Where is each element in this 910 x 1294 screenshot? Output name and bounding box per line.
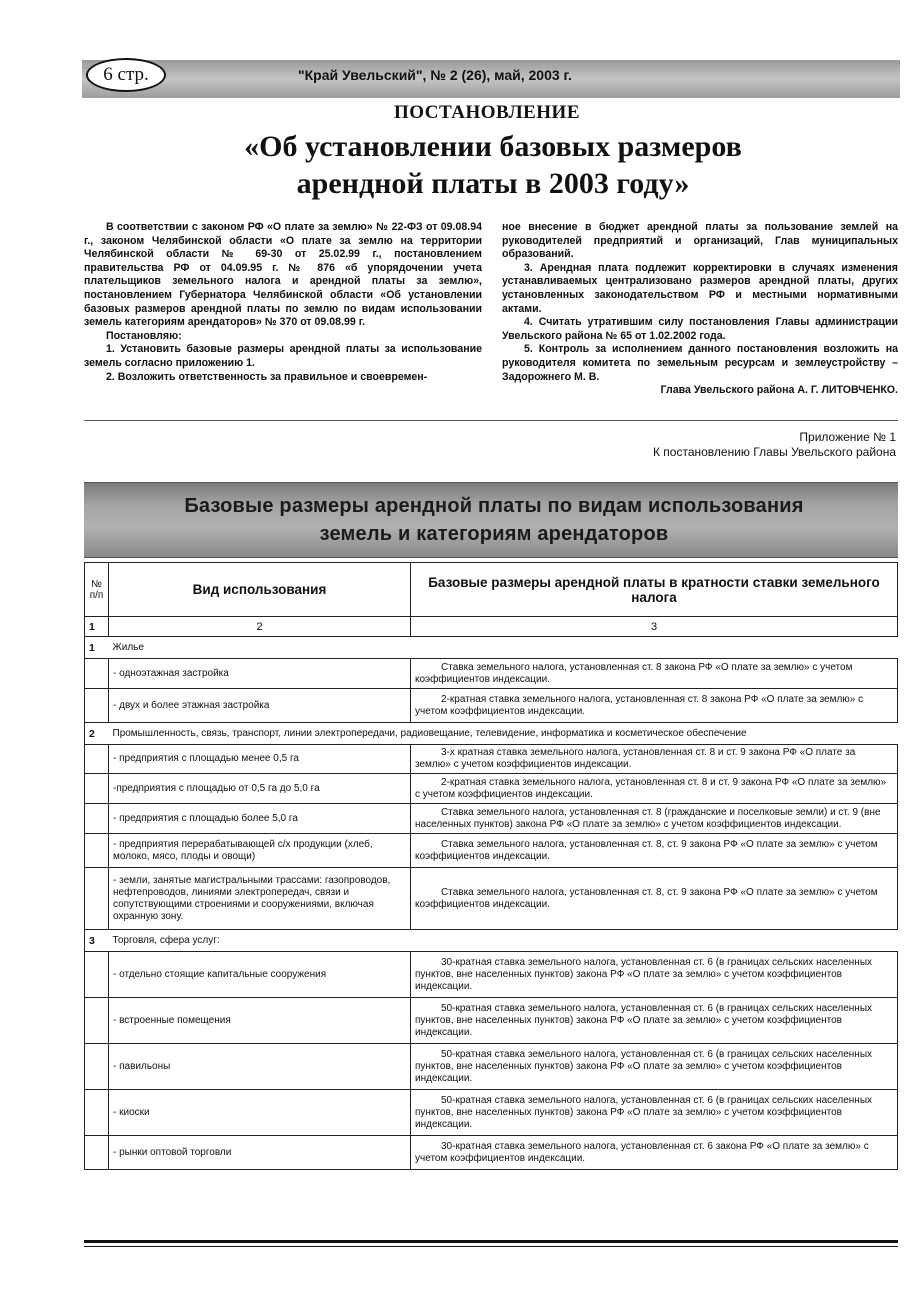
use-cell: - рынки оптовой торговли bbox=[109, 1136, 411, 1170]
appendix-line-1: Приложение № 1 bbox=[799, 430, 896, 444]
table-row bbox=[85, 659, 898, 689]
section-row bbox=[85, 723, 898, 745]
separator bbox=[84, 420, 898, 421]
signature: Глава Увельского района А. Г. ЛИТОВЧЕНКО. bbox=[660, 384, 898, 397]
table-row bbox=[85, 804, 898, 834]
table-row bbox=[85, 774, 898, 804]
col-header-use: Вид использования bbox=[109, 563, 411, 617]
table-row bbox=[85, 1136, 898, 1170]
row-number-cell bbox=[85, 689, 109, 723]
paragraph: В соответствии с законом РФ «О плате за землю» № 22-ФЗ от 09.08.94 г., законом Челябинской области «О плате за землю на территории Челябинской области № 69-30 от 25.02.99 г., постановлением правительства РФ от 04.09.95 г. № 876 «б упорядочении учета плательщиков земельного налога и арендной платы за землю», постановлением Губернатора Челябинской области «Об установлении базовых размеров арендной платы по землю по видам использовании земель категориям арендаторов» № 370 от 09.08.99 г. bbox=[84, 221, 482, 329]
page-number: 6 стр. bbox=[86, 58, 166, 92]
use-cell: - одноэтажная застройка bbox=[109, 659, 411, 689]
use-cell: -предприятия с площадью от 0,5 га до 5,0 га bbox=[109, 774, 411, 804]
use-cell: - двух и более этажная застройка bbox=[109, 689, 411, 723]
rate-cell: Ставка земельного налога, установленная ст. 8 (гражданские и поселковые земли) и ст. 9 (вне населенных пунктов) закона РФ «О плате за землю» с учетом коэффициентов индексации. bbox=[411, 804, 898, 834]
table-row bbox=[85, 952, 898, 998]
table-row bbox=[85, 745, 898, 774]
use-cell: - отдельно стоящие капитальные сооружения bbox=[109, 952, 411, 998]
col-number: 2 bbox=[109, 617, 411, 637]
paragraph: ное внесение в бюджет арендной платы за пользование землей на руководителей предприятий и организаций, Глав муниципальных образований. bbox=[502, 221, 898, 261]
row-number-cell bbox=[85, 745, 109, 774]
paragraph: 1. Установить базовые размеры арендной платы за использование земель согласно приложению 1. bbox=[84, 343, 482, 369]
bottom-rule bbox=[84, 1240, 898, 1243]
table-row bbox=[85, 1044, 898, 1090]
row-number-cell bbox=[85, 998, 109, 1044]
rate-cell: 30-кратная ставка земельного налога, установленная ст. 6 закона РФ «О плате за землю» с учетом коэффициентов индексации. bbox=[411, 1136, 898, 1170]
use-cell: - встроенные помещения bbox=[109, 998, 411, 1044]
row-number-cell bbox=[85, 834, 109, 868]
table-row bbox=[85, 1090, 898, 1136]
table-title-line-2: земель и категориям арендаторов bbox=[319, 523, 669, 545]
col-header-num: № п/п bbox=[85, 563, 109, 617]
rate-cell: 2-кратная ставка земельного налога, установленная ст. 8 и ст. 9 закона РФ «О плате за землю» с учетом коэффициентов индексации. bbox=[411, 774, 898, 804]
section-title: Жилье bbox=[109, 637, 898, 659]
use-cell: - предприятия с площадью менее 0,5 га bbox=[109, 745, 411, 774]
rate-cell: Ставка земельного налога, установленная ст. 8 закона РФ «О плате за землю» с учетом коэффициентов индексации. bbox=[411, 659, 898, 689]
rate-cell: 30-кратная ставка земельного налога, установленная ст. 6 (в границах сельских населенных пунктов, вне населенных пунктов) закона РФ «О плате за землю» с учетом коэффициентов индексации. bbox=[411, 952, 898, 998]
paragraph: 5. Контроль за исполнением данного постановления возложить на руководителя комитета по земельным ресурсам и землеустройству – Задорожнего М. В. bbox=[502, 343, 898, 383]
table-body bbox=[85, 637, 898, 1170]
section-number: 3 bbox=[85, 930, 109, 952]
paragraph: 4. Считать утратившим силу постановления Главы администрации Увельского района № 65 от 1.02.2002 года. bbox=[502, 316, 898, 342]
row-number-cell bbox=[85, 1044, 109, 1090]
col-number: 1 bbox=[85, 617, 109, 637]
rate-cell: 50-кратная ставка земельного налога, установленная ст. 6 (в границах сельских населенных пунктов, вне населенных пунктов) закона РФ «О плате за землю» с учетом коэффициентов индексации. bbox=[411, 1044, 898, 1090]
row-number-cell bbox=[85, 1090, 109, 1136]
row-number-cell bbox=[85, 659, 109, 689]
bottom-rule bbox=[84, 1246, 898, 1247]
table-title-line-1: Базовые размеры арендной платы по видам использования bbox=[184, 495, 804, 517]
row-number-cell bbox=[85, 804, 109, 834]
section-number: 1 bbox=[85, 637, 109, 659]
appendix-line-2: К постановлению Главы Увельского района bbox=[652, 445, 896, 459]
row-number-cell bbox=[85, 1136, 109, 1170]
section-number: 2 bbox=[85, 723, 109, 745]
use-cell: - киоски bbox=[109, 1090, 411, 1136]
use-cell: - предприятия с площадью более 5,0 га bbox=[109, 804, 411, 834]
appendix-note bbox=[653, 430, 896, 460]
document-title bbox=[180, 128, 806, 202]
publication-info: "Край Увельский", № 2 (26), май, 2003 г. bbox=[298, 67, 572, 83]
use-cell: - павильоны bbox=[109, 1044, 411, 1090]
table-row bbox=[85, 689, 898, 723]
column-number-row bbox=[85, 617, 898, 637]
rate-cell: 3-х кратная ставка земельного налога, установленная ст. 8 и ст. 9 закона РФ «О плате за землю» с учетом коэффициентов индексации. bbox=[411, 745, 898, 774]
section-row bbox=[85, 637, 898, 659]
rate-cell: Ставка земельного налога, установленная ст. 8, ст. 9 закона РФ «О плате за землю» с учетом коэффициентов индексации. bbox=[411, 834, 898, 868]
table-row bbox=[85, 998, 898, 1044]
section-row bbox=[85, 930, 898, 952]
rate-cell: 50-кратная ставка земельного налога, установленная ст. 6 (в границах сельских населенных пунктов, вне населенных пунктов) закона РФ «О плате за землю» с учетом коэффициентов индексации. bbox=[411, 1090, 898, 1136]
rate-cell: Ставка земельного налога, установленная ст. 8, ст. 9 закона РФ «О плате за землю» с учетом коэффициентов индексации. bbox=[411, 868, 898, 930]
row-number-cell bbox=[85, 774, 109, 804]
use-cell: - предприятия перерабатывающей с/х продукции (хлеб, молоко, мясо, плоды и овощи) bbox=[109, 834, 411, 868]
rate-cell: 50-кратная ставка земельного налога, установленная ст. 6 (в границах сельских населенных пунктов, вне населенных пунктов) закона РФ «О плате за землю» с учетом коэффициентов индексации. bbox=[411, 998, 898, 1044]
row-number-cell bbox=[85, 952, 109, 998]
document-type: ПОСТАНОВЛЕНИЕ bbox=[393, 102, 581, 123]
row-number-cell bbox=[85, 868, 109, 930]
table-title bbox=[104, 492, 884, 548]
table-row bbox=[85, 834, 898, 868]
section-title: Промышленность, связь, транспорт, линии электропередачи, радиовещание, телевидение, информатика и косметическое обеспечение bbox=[109, 723, 898, 745]
section-title: Торговля, сфера услуг: bbox=[109, 930, 898, 952]
paragraph: 2. Возложить ответственность за правильное и своевремен- bbox=[106, 370, 428, 383]
rates-table bbox=[84, 562, 898, 1170]
rates-table-wrap bbox=[84, 562, 898, 1170]
paragraph: Постановляю: bbox=[106, 329, 182, 342]
paragraph: 3. Арендная плата подлежит корректировки в случаях изменения устанавливаемых централизовано размеров арендной платы, других установленных законодательством РФ и местными нормативными актами. bbox=[502, 261, 898, 315]
rate-cell: 2-кратная ставка земельного налога, установленная ст. 8 закона РФ «О плате за землю» с учетом коэффициентов индексации. bbox=[411, 689, 898, 723]
col-header-rate: Базовые размеры арендной платы в кратности ставки земельного налога bbox=[411, 563, 898, 617]
table-row bbox=[85, 868, 898, 930]
table-header-row bbox=[85, 563, 898, 617]
title-line-1: «Об установлении базовых размеров bbox=[244, 130, 742, 163]
col-number: 3 bbox=[411, 617, 898, 637]
title-line-2: арендной платы в 2003 году» bbox=[296, 167, 690, 200]
body-right-column bbox=[502, 221, 898, 398]
body-left-column bbox=[84, 221, 482, 384]
use-cell: - земли, занятые магистральными трассами: газопроводов, нефтепроводов, линиями электропередач, связи и сопутствующими строениями и сооружениями, включая охранную зону. bbox=[109, 868, 411, 930]
